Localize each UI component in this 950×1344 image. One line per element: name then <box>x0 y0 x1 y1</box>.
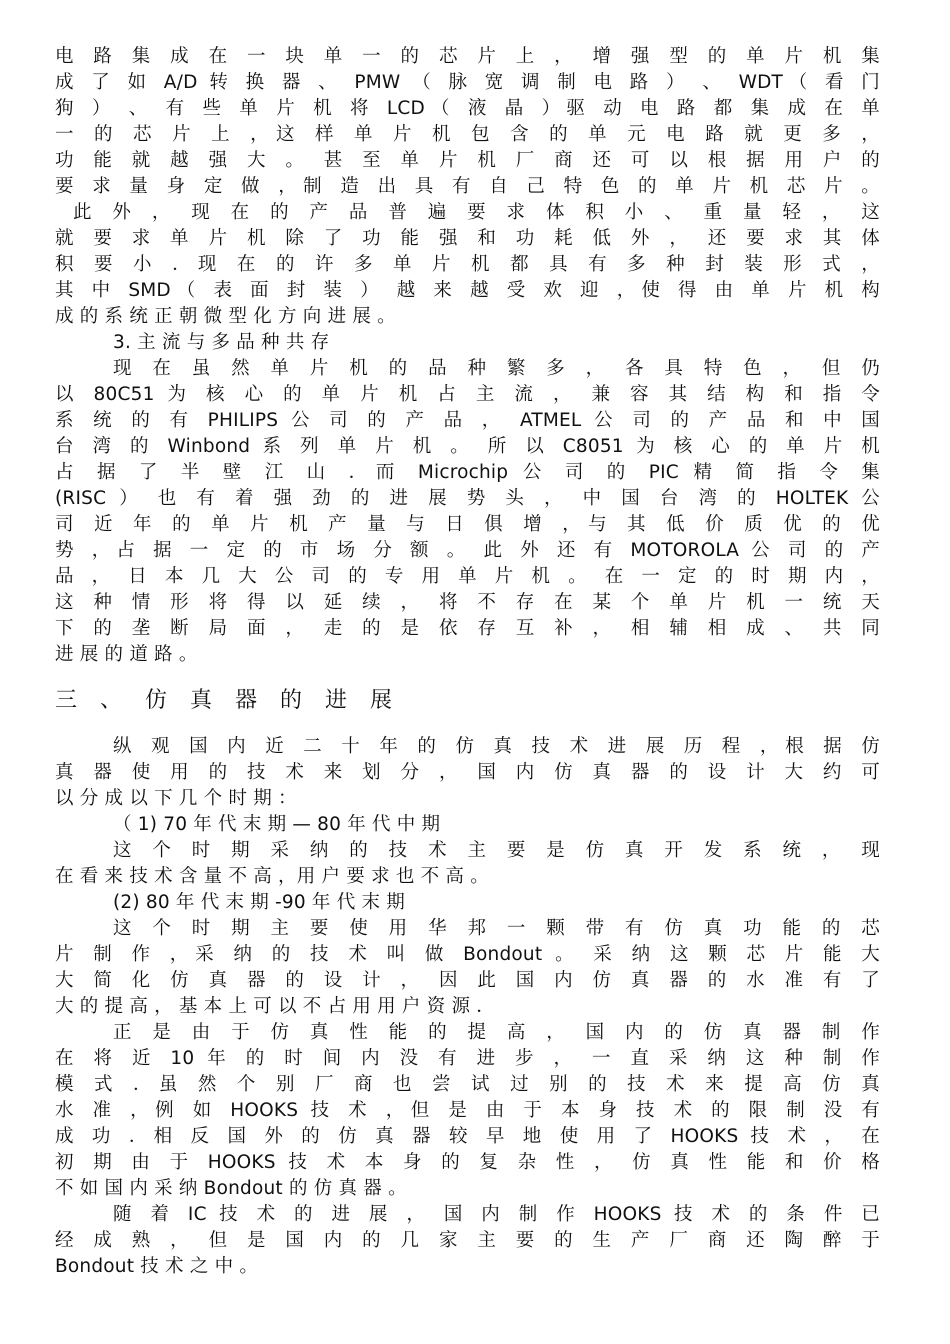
text-line: 电 路 集 成 在 一 块 单 一 的 芯 片 上 ， 增 强 型 的 单 片 机 集 <box>55 46 880 67</box>
text-line: 其 中 SMD（ 表 面 封 装 ） 越 来 越 受 欢 迎 ，使 得 由 单 片 机 构 <box>55 280 880 301</box>
text-line: 大 简 化 仿 真 器 的 设 计 ， 因 此 国 内 仿 真 器 的 水 准 有 了 <box>55 970 880 991</box>
text-line: 经 成 熟 ， 但 是 国 内 的 几 家 主 要 的 生 产 厂 商 还 陶 醉 于 <box>55 1230 880 1251</box>
text-line: 以 80C51 为 核 心 的 单 片 机 占 主 流 ， 兼 容 其 结 构 和 指 令 <box>55 384 880 405</box>
text-line: 真 器 使 用 的 技 术 来 划 分 ， 国 内 仿 真 器 的 设 计 大 约 可 <box>55 762 880 783</box>
text-line: 大 的 提 高 ， 基 本 上 可 以 不 占 用 用 户 资 源 ． <box>55 996 495 1017</box>
section-3-body <box>55 734 880 1280</box>
text-line: 初 期 由 于 HOOKS 技 术 本 身 的 复 杂 性 ， 仿 真 性 能 和 价 格 <box>55 1152 880 1173</box>
text-line: 正 是 由 于 仿 真 性 能 的 提 高 ， 国 内 的 仿 真 器 制 作 <box>113 1022 880 1043</box>
section-3-heading: 三 、 仿 真 器 的 进 展 <box>55 688 400 713</box>
section-2-tail <box>55 44 880 668</box>
text-line: 狗 ） 、 有 些 单 片 机 将 LCD（ 液 晶 ）驱 动 电 路 都 集 成 在 单 <box>55 98 880 119</box>
text-line: 这 个 时 期 采 纳 的 技 术 主 要 是 仿 真 开 发 系 统 ， 现 <box>113 840 880 861</box>
text-line: 成 了 如 A/D 转 换 器 、 PMW （ 脉 宽 调 制 电 路 ） 、 WDT（ 看 门 <box>55 72 880 93</box>
text-line: 系 统 的 有 PHILIPS 公 司 的 产 品 ， ATMEL 公 司 的 产 品 和 中 国 <box>55 410 880 431</box>
text-line: 这 个 时 期 主 要 使 用 华 邦 一 颗 带 有 仿 真 功 能 的 芯 <box>113 918 880 939</box>
text-line: 此 外 ， 现 在 的 产 品 普 遍 要 求 体 积 小 、 重 量 轻 ， 这 <box>73 202 880 223</box>
text-line: 现 在 虽 然 单 片 机 的 品 种 繁 多 ， 各 具 特 色 ， 但 仍 <box>113 358 880 379</box>
text-line: 就 要 求 单 片 机 除 了 功 能 强 和 功 耗 低 外 ， 还 要 求 其 体 <box>55 228 880 249</box>
text-line: （ 1) 70 年 代 末 期 — 80 年 代 中 期 <box>113 814 441 835</box>
text-line: Bondout 技 术 之 中 。 <box>55 1256 259 1277</box>
text-line: 积 要 小 ．现 在 的 许 多 单 片 机 都 具 有 多 种 封 装 形 式 ， <box>55 254 880 275</box>
text-line: 一 的 芯 片 上 ，这 样 单 片 机 包 含 的 单 元 电 路 就 更 多 ， <box>55 124 880 145</box>
text-line: 以 分 成 以 下 几 个 时 期 ： <box>55 788 297 809</box>
text-line: 台 湾 的 Winbond 系 列 单 片 机 。 所 以 C8051 为 核 心 的 单 片 机 <box>55 436 880 457</box>
text-line: 品 ， 日 本 几 大 公 司 的 专 用 单 片 机 。 在 一 定 的 时 期 内 ， <box>55 566 880 587</box>
text-line: 占 据 了 半 壁 江 山 ．而 Microchip 公 司 的 PIC 精 简 指 令 集 <box>55 462 880 483</box>
text-line: 水 准 ，例 如 HOOKS 技 术 ，但 是 由 于 本 身 技 术 的 限 制 没 有 <box>55 1100 880 1121</box>
text-line: 司 近 年 的 单 片 机 产 量 与 日 俱 增 ，与 其 低 价 质 优 的 优 <box>55 514 880 535</box>
text-line: 在 将 近 10 年 的 时 间 内 没 有 进 步 ， 一 直 采 纳 这 种 制 作 <box>55 1048 880 1069</box>
text-line: 这 种 情 形 将 得 以 延 续 ， 将 不 存 在 某 个 单 片 机 一 统 天 <box>55 592 880 613</box>
text-line: 势 ，占 据 一 定 的 市 场 分 额 。 此 外 还 有 MOTOROLA 公 司 的 产 <box>55 540 880 561</box>
text-line: 进 展 的 道 路 。 <box>55 644 198 665</box>
text-line: 功 能 就 越 强 大 。 甚 至 单 片 机 厂 商 还 可 以 根 据 用 户 的 <box>55 150 880 171</box>
text-line: 模 式 ．虽 然 个 别 厂 商 也 尝 试 过 别 的 技 术 来 提 高 仿 真 <box>55 1074 880 1095</box>
text-line: 要 求 量 身 定 做 ，制 造 出 具 有 自 己 特 色 的 单 片 机 芯 片 。 <box>55 176 880 197</box>
text-line: 片 制 作 ，采 纳 的 技 术 叫 做 Bondout 。 采 纳 这 颗 芯 片 能 大 <box>55 944 880 965</box>
text-line: 在 看 来 技 术 含 量 不 高 ，用 户 要 求 也 不 高 。 <box>55 866 489 887</box>
text-line: 不 如 国 内 采 纳 Bondout 的 仿 真 器 。 <box>55 1178 407 1199</box>
text-line: 成 功 ．相 反 国 外 的 仿 真 器 较 早 地 使 用 了 HOOKS 技 术 ， 在 <box>55 1126 880 1147</box>
text-line: (2) 80 年 代 末 期 -90 年 代 末 期 <box>113 892 405 913</box>
text-line: 成 的 系 统 正 朝 微 型 化 方 向 进 展 。 <box>55 306 396 327</box>
text-line: 下 的 垄 断 局 面 ， 走 的 是 依 存 互 补 ， 相 辅 相 成 、 共 同 <box>55 618 880 639</box>
text-line: 纵 观 国 内 近 二 十 年 的 仿 真 技 术 进 展 历 程 ，根 据 仿 <box>113 736 880 757</box>
text-line: (RISC ） 也 有 着 强 劲 的 进 展 势 头 ， 中 国 台 湾 的 HOLTEK 公 <box>55 488 880 509</box>
text-line: 随 着 IC 技 术 的 进 展 ， 国 内 制 作 HOOKS 技 术 的 条 件 已 <box>113 1204 880 1225</box>
document-page <box>55 44 880 1280</box>
text-line: 3. 主 流 与 多 品 种 共 存 <box>113 332 330 353</box>
